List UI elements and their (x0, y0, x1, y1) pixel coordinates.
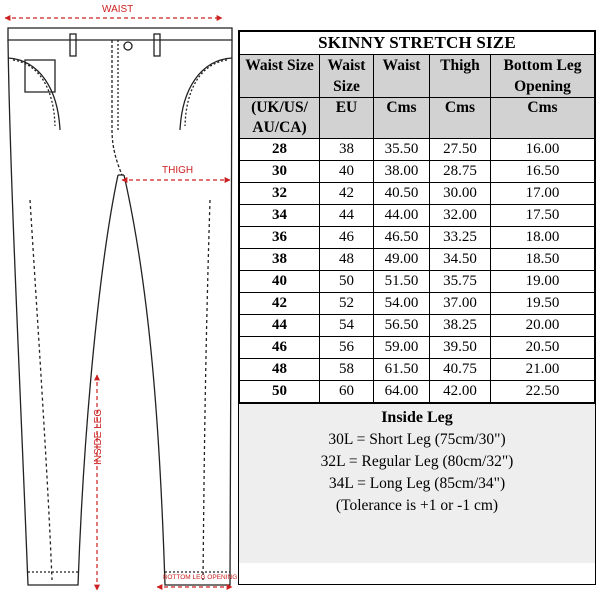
waist-cm-cell: 35.50 (374, 139, 430, 161)
size-chart (238, 30, 596, 585)
bottom-leg-cm-cell: 19.50 (491, 293, 595, 315)
bottom-leg-cm-cell: 17.00 (491, 183, 595, 205)
table-row (240, 139, 595, 161)
table-row (240, 315, 595, 337)
waist-size-cell: 44 (240, 315, 320, 337)
bottom-leg-opening-label: BOTTOM LEG OPENING (163, 574, 238, 581)
short-leg-note: 30L = Short Leg (75cm/30") (328, 431, 506, 448)
bottom-leg-cm-cell: 18.00 (491, 227, 595, 249)
eu-size-cell: 56 (320, 337, 374, 359)
header-thigh: Thigh (430, 55, 491, 98)
waist-cm-cell: 46.50 (374, 227, 430, 249)
header-waist-size-eu: Waist Size (320, 55, 374, 98)
waist-size-cell: 42 (240, 293, 320, 315)
thigh-cm-cell: 34.50 (430, 249, 491, 271)
header-waist-size-uk: Waist Size (240, 55, 320, 98)
thigh-cm-cell: 33.25 (430, 227, 491, 249)
jeans-diagram (0, 0, 240, 600)
table-row (240, 337, 595, 359)
bottom-leg-cm-cell: 20.00 (491, 315, 595, 337)
jeans-outline (8, 28, 232, 585)
waist-size-cell: 48 (240, 359, 320, 381)
waist-size-cell: 30 (240, 161, 320, 183)
waist-cm-cell: 56.50 (374, 315, 430, 337)
eu-size-cell: 48 (320, 249, 374, 271)
waist-cm-cell: 61.50 (374, 359, 430, 381)
table-row (240, 161, 595, 183)
header-bottom-leg-opening: Bottom Leg Opening (491, 55, 595, 98)
eu-size-cell: 44 (320, 205, 374, 227)
eu-size-cell: 40 (320, 161, 374, 183)
waist-size-cell: 36 (240, 227, 320, 249)
size-table-body (240, 139, 595, 403)
bottom-leg-cm-cell: 18.50 (491, 249, 595, 271)
waist-size-cell: 32 (240, 183, 320, 205)
waist-cm-cell: 49.00 (374, 249, 430, 271)
inside-leg-notes (239, 403, 595, 563)
waist-cm-cell: 40.50 (374, 183, 430, 205)
bottom-leg-cm-cell: 22.50 (491, 381, 595, 403)
waist-cm-cell: 44.00 (374, 205, 430, 227)
thigh-cm-cell: 35.75 (430, 271, 491, 293)
regular-leg-note: 32L = Regular Leg (80cm/32") (320, 453, 514, 470)
long-leg-note: 34L = Long Leg (85cm/34") (328, 475, 506, 492)
table-row (240, 359, 595, 381)
table-row (240, 205, 595, 227)
table-row (240, 227, 595, 249)
eu-size-cell: 46 (320, 227, 374, 249)
bottom-leg-cm-cell: 16.00 (491, 139, 595, 161)
waist-cm-cell: 59.00 (374, 337, 430, 359)
header-unit-uk-us-au-ca: (UK/US/ AU/CA) (240, 98, 320, 139)
thigh-label: THIGH (162, 165, 194, 176)
eu-size-cell: 50 (320, 271, 374, 293)
table-row (240, 183, 595, 205)
header-unit-waist-cms: Cms (374, 98, 430, 139)
table-row (240, 249, 595, 271)
waist-size-cell: 28 (240, 139, 320, 161)
bottom-leg-cm-cell: 19.00 (491, 271, 595, 293)
waist-size-cell: 46 (240, 337, 320, 359)
eu-size-cell: 38 (320, 139, 374, 161)
eu-size-cell: 42 (320, 183, 374, 205)
bottom-leg-cm-cell: 21.00 (491, 359, 595, 381)
header-unit-eu: EU (320, 98, 374, 139)
bottom-leg-cm-cell: 17.50 (491, 205, 595, 227)
waist-size-cell: 38 (240, 249, 320, 271)
waist-cm-cell: 64.00 (374, 381, 430, 403)
inside-leg-label: INSIDE LEG (93, 408, 104, 465)
thigh-cm-cell: 32.00 (430, 205, 491, 227)
thigh-cm-cell: 38.25 (430, 315, 491, 337)
waist-size-cell: 40 (240, 271, 320, 293)
thigh-cm-cell: 28.75 (430, 161, 491, 183)
table-row (240, 293, 595, 315)
size-table (239, 31, 595, 403)
waist-size-cell: 34 (240, 205, 320, 227)
table-row (240, 381, 595, 403)
header-waist: Waist (374, 55, 430, 98)
bottom-leg-cm-cell: 16.50 (491, 161, 595, 183)
thigh-cm-cell: 27.50 (430, 139, 491, 161)
waist-cm-cell: 51.50 (374, 271, 430, 293)
header-unit-bottom-cms: Cms (491, 98, 595, 139)
eu-size-cell: 58 (320, 359, 374, 381)
thigh-cm-cell: 39.50 (430, 337, 491, 359)
waist-cm-cell: 38.00 (374, 161, 430, 183)
waist-size-cell: 50 (240, 381, 320, 403)
header-row-2 (240, 98, 595, 139)
waist-cm-cell: 54.00 (374, 293, 430, 315)
header-row-1 (240, 55, 595, 98)
thigh-cm-cell: 37.00 (430, 293, 491, 315)
eu-size-cell: 60 (320, 381, 374, 403)
chart-title: SKINNY STRETCH SIZE (240, 32, 595, 55)
tolerance-note: (Tolerance is +1 or -1 cm) (335, 497, 499, 514)
thigh-cm-cell: 42.00 (430, 381, 491, 403)
thigh-cm-cell: 40.75 (430, 359, 491, 381)
header-unit-thigh-cms: Cms (430, 98, 491, 139)
bottom-leg-cm-cell: 20.50 (491, 337, 595, 359)
eu-size-cell: 54 (320, 315, 374, 337)
thigh-cm-cell: 30.00 (430, 183, 491, 205)
eu-size-cell: 52 (320, 293, 374, 315)
waist-label: WAIST (102, 4, 134, 15)
inside-leg-title: Inside Leg (381, 409, 453, 426)
table-row (240, 271, 595, 293)
